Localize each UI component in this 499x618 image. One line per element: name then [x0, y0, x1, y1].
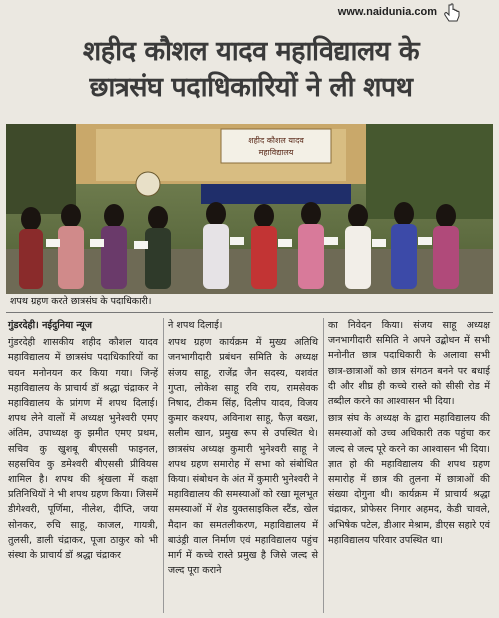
column-3-paragraph-2: छात्र संघ के अध्यक्ष के द्वारा महाविद्यालय की समस्याओं को उच्च अधिकारी तक पहुंचा कर जल्द से जल्द पूरे करने का आश्वासन भी दिया। ज्ञात हो की महाविद्यालय की शपथ ग्रहण समारोह में छात्र की तुलना में छात्राओं की संख्या दोगुना थी। कार्यक्रम में प्राचार्य श्रद्धा चंद्राकर, प्रोफेसर निगार अहमद, केडी चावले, अभिषेक पटेल, डीआर मेश्राम, डीएस सहारे एवं महाविद्यालय परिवार उपस्थित था। — [328, 413, 490, 546]
divider — [6, 312, 493, 313]
column-divider-2 — [323, 318, 324, 613]
headline-line-2: छात्रसंघ पदाधिकारियों ने ली शपथ — [89, 72, 413, 103]
column-divider-1 — [163, 318, 164, 613]
column-3-paragraph-1: का निवेदन किया। संजय साहू अध्यक्ष जनभागीदारी समिति ने अपने उद्बोधन में सभी मनोनीत छात्र पदाधिकारी के अलावा सभी छात्र-छात्राओं को छात्र संगठन बनने पर बधाई दी और शीघ्र ही कच्चे रास्ते को सीसी रोड में तब्दील करने का आश्वासन भी दिया। — [328, 320, 490, 408]
photo-banner-line-1: शहीद कौशल यादव — [248, 136, 304, 145]
column-2-lead: ने शपथ दिलाई। — [168, 320, 223, 331]
column-3 — [328, 318, 490, 550]
site-url[interactable]: www.naidunia.com — [337, 6, 437, 18]
column-2 — [168, 318, 318, 580]
column-2-body: शपथ ग्रहण कार्यक्रम में मुख्य अतिथि जनभागीदारी प्रबंधन समिति के अध्यक्ष संजय साहू, राजेंद्र जैन सदस्य, यशवंत गुप्ता, लोकेश साहू रवि राय, रामसेवक निषाद, टीकम सिंह, दिलीप यादव, विजय कुमार कश्यप, अविनाश साहू, फैज़ बख्श, सलीम खान, प्रमुख रूप से उपस्थित थे। छात्रसंघ अध्यक्ष कुमारी भुनेश्वरी साहू ने शपथ ग्रहण समारोह में सभा को संबोधित किया। संबोधन के अंत में कुमारी भुनेश्वरी ने महाविद्यालय की समस्याओं को रखा मूलभूत समस्याओं में शेड युक्तसाइकिल स्टैंड, खेल मैदान का समतलीकरण, महाविद्यालय में बाउंड्री वाल निर्माण एवं महाविद्यालय पहुंच मार्ग में कच्चे रास्ते प्रमुख है जिसे जल्द से जल्द पूरा कराने — [168, 337, 318, 577]
column-1 — [8, 318, 158, 565]
photo-banner-line-2: महाविद्यालय — [258, 148, 294, 157]
event-photo — [6, 124, 493, 294]
hand-cursor-icon — [443, 3, 461, 23]
photo-caption: शपथ ग्रहण करते छात्रसंघ के पदाधिकारी। — [10, 296, 152, 307]
headline-line-1: शहीद कौशल यादव महाविद्यालय के — [82, 36, 420, 67]
headline — [18, 34, 484, 106]
dateline: गुंडरदेही। नईदुनिया न्यूज — [8, 320, 92, 331]
column-1-body: गुंडरदेही शासकीय शहीद कौशल यादव महाविद्यालय में छात्रसंघ पदाधिकारियों का चयन मनोनयन कर किया गया। जिन्हें महाविद्यालय के प्राचार्य डॉ श्रद्धा चंद्राकर ने महाविद्यालय के प्रांगण में शपथ दिलाई। शपथ लेने वालों में अध्यक्ष भुनेश्वरी एमए अंतिम, उपाध्यक्ष कु झमीत एमए प्रथम, सचिव कु खुशबू बीएससी फाइनल, सहसचिव कु डमेश्वरी बीएससी प्रीवियस शामिल है। शपथ की श्रृंखला में कक्षा प्रतिनिधियों ने भी शपथ ग्रहण किया। जिसमें डीगेश्वरी, पूर्णिमा, नीलेश, दीप्ति, जया सोनकर, रुचि साहू, काजल, गायत्री, तुलसी, डाली चंद्राकर, पूजा ठाकुर को भी संस्था के प्राचार्य डॉ श्रद्धा चंद्राकर — [8, 337, 158, 562]
